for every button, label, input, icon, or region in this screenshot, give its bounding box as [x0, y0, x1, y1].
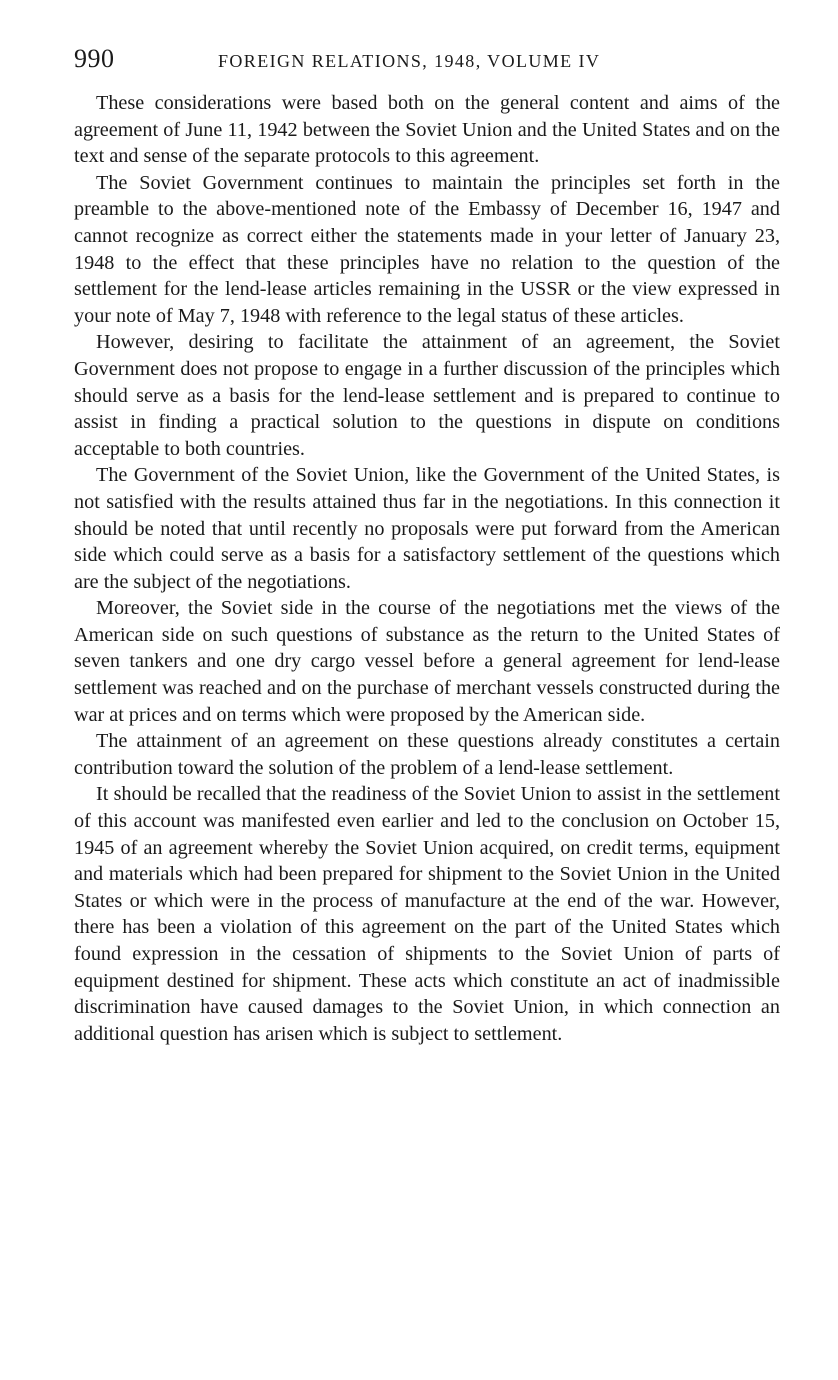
running-head: FOREIGN RELATIONS, 1948, VOLUME IV: [218, 51, 601, 71]
paragraph: These considerations were based both on the general content and aims of the agreement of June 11, 1942 between the Soviet Union and the United States and on the text and sense of the separate protocols to this agreement.: [74, 92, 780, 168]
paragraph: The Government of the Soviet Union, like the Government of the United States, is not satisfied with the results attained thus far in the negotiations. In this connection it should be noted that until recently no proposals were put forward from the American side which could serve as a basis for a satisfactory settlement of the questions which are the subject of the negotiations.: [74, 464, 780, 593]
paragraph: Moreover, the Soviet side in the course of the negotiations met the views of the American side on such questions of substance as the return to the United States of seven tankers and one dry cargo vessel before a general agreement for lend-lease settlement was reached and on the purchase of merchant vessels constructed during the war at prices and on terms which were proposed by the American side.: [74, 597, 780, 726]
body-text: [74, 90, 780, 1047]
paragraph: However, desiring to facilitate the attainment of an agreement, the Soviet Government does not propose to engage in a further discussion of the principles which should serve as a basis for the lend-lease settlement and is prepared to continue to assist in finding a practical solution to the questions in dispute on conditions acceptable to both countries.: [74, 331, 780, 460]
paragraph: The Soviet Government continues to maintain the principles set forth in the preamble to the above-mentioned note of the Embassy of December 16, 1947 and cannot recognize as correct either the statements made in your letter of January 23, 1948 to the effect that these principles have no relation to the question of the settlement for the lend-lease articles remaining in the USSR or the view expressed in your note of May 7, 1948 with reference to the legal status of these articles.: [74, 171, 780, 327]
page-number: 990: [74, 44, 115, 73]
paragraph: The attainment of an agreement on these questions already constitutes a certain contribution toward the solution of the problem of a lend-lease settlement.: [74, 730, 780, 779]
page-header: [74, 44, 780, 76]
paragraph: It should be recalled that the readiness of the Soviet Union to assist in the settlement of this account was manifested even earlier and led to the conclusion on October 15, 1945 of an agreement whereby the Soviet Union acquired, on credit terms, equipment and materials which had been prepared for shipment to the Soviet Union in the United States or which were in the process of manufacture at the end of the war. However, there has been a violation of this agreement on the part of the United States which found expression in the cessation of shipments to the Soviet Union of parts of equipment destined for shipment. These acts which constitute an act of inadmissible discrimination have caused damages to the Soviet Union, in which connection an additional question has arisen which is subject to settlement.: [74, 783, 780, 1045]
